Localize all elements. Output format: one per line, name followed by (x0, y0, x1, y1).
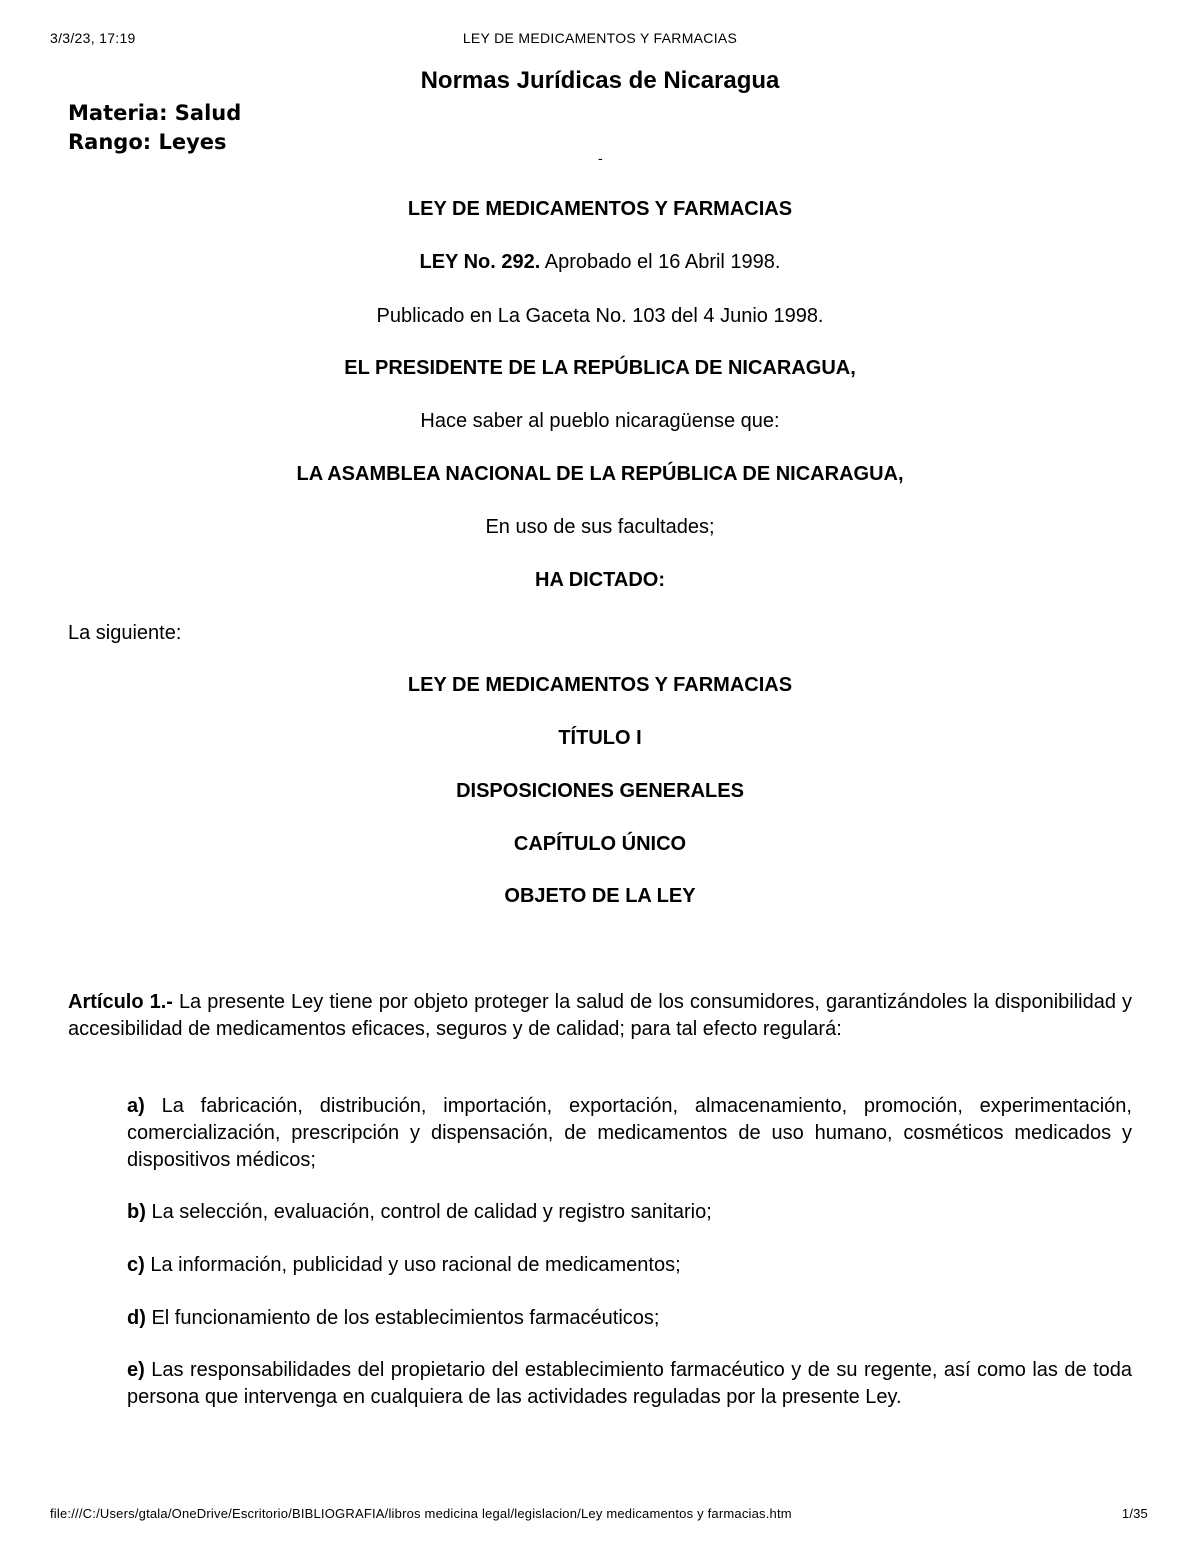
article-1 (68, 989, 1132, 1043)
president-heading: EL PRESIDENTE DE LA REPÚBLICA DE NICARAGUA, (344, 357, 856, 379)
list-item-label: b) (127, 1201, 146, 1223)
print-footer-path: file:///C:/Users/gtala/OneDrive/Escritorio/BIBLIOGRAFIA/libros medicina legal/legislacion/Ley medicamentos y farmacias.htm (50, 1506, 792, 1521)
site-title: Normas Jurídicas de Nicaragua (420, 67, 780, 94)
law-number: LEY No. 292. (419, 251, 541, 273)
hace-saber-line: Hace saber al pueblo nicaragüense que: (420, 410, 780, 432)
list-item (127, 1093, 1132, 1174)
law-number-line (0, 251, 1200, 274)
asamblea-heading: LA ASAMBLEA NACIONAL DE LA REPÚBLICA DE NICARAGUA, (296, 463, 904, 485)
list-item-label: c) (127, 1254, 145, 1276)
list-item-text: Las responsabilidades del propietario del establecimiento farmacéutico y de su regente, así como las de toda persona que intervenga en cualquiera de las actividades reguladas por la presente Ley. (127, 1359, 1132, 1408)
objeto-heading: OBJETO DE LA LEY (504, 885, 696, 907)
law-approval-date: Aprobado el 16 Abril 1998. (540, 251, 781, 273)
publication-line: Publicado en La Gaceta No. 103 del 4 Junio 1998. (376, 305, 824, 327)
list-item-label: d) (127, 1307, 146, 1329)
disposiciones-heading: DISPOSICIONES GENERALES (456, 780, 744, 802)
list-item (127, 1199, 1132, 1226)
law-title-repeat: LEY DE MEDICAMENTOS Y FARMACIAS (407, 674, 793, 696)
list-item-text: La selección, evaluación, control de calidad y registro sanitario; (145, 1201, 712, 1223)
print-header-date: 3/3/23, 17:19 (50, 30, 136, 46)
print-header-title: LEY DE MEDICAMENTOS Y FARMACIAS (462, 30, 738, 46)
list-item (127, 1252, 1132, 1279)
meta-rango: Rango: Leyes (68, 130, 227, 154)
list-item-text: La información, publicidad y uso racional de medicamentos; (144, 1254, 681, 1276)
list-item-label: a) (127, 1095, 145, 1117)
la-siguiente-line: La siguiente: (68, 622, 182, 644)
law-title: LEY DE MEDICAMENTOS Y FARMACIAS (407, 198, 793, 220)
facultades-line: En uso de sus facultades; (485, 516, 715, 538)
list-item (127, 1357, 1132, 1411)
titulo-heading: TÍTULO I (558, 727, 642, 749)
separator-mark: - (598, 150, 603, 166)
list-item-label: e) (127, 1359, 145, 1381)
article-1-label: Artículo 1.- (68, 991, 173, 1013)
list-item-text: El funcionamiento de los establecimientos farmacéuticos; (145, 1307, 660, 1329)
meta-materia: Materia: Salud (68, 101, 242, 125)
list-item (127, 1305, 1132, 1332)
capitulo-heading: CAPÍTULO ÚNICO (513, 833, 687, 855)
article-1-text: La presente Ley tiene por objeto proteger la salud de los consumidores, garantizándoles la disponibilidad y accesibilidad de medicamentos eficaces, seguros y de calidad; para tal efecto regulará: (68, 991, 1133, 1040)
print-footer-page-number: 1/35 (1121, 1506, 1148, 1521)
ha-dictado-heading: HA DICTADO: (535, 569, 665, 591)
list-item-text: La fabricación, distribución, importación, exportación, almacenamiento, promoción, experimentación, comercialización, prescripción y dispensación, de medicamentos de uso humano, cosméticos medicados y dispositivos médicos; (127, 1095, 1132, 1171)
